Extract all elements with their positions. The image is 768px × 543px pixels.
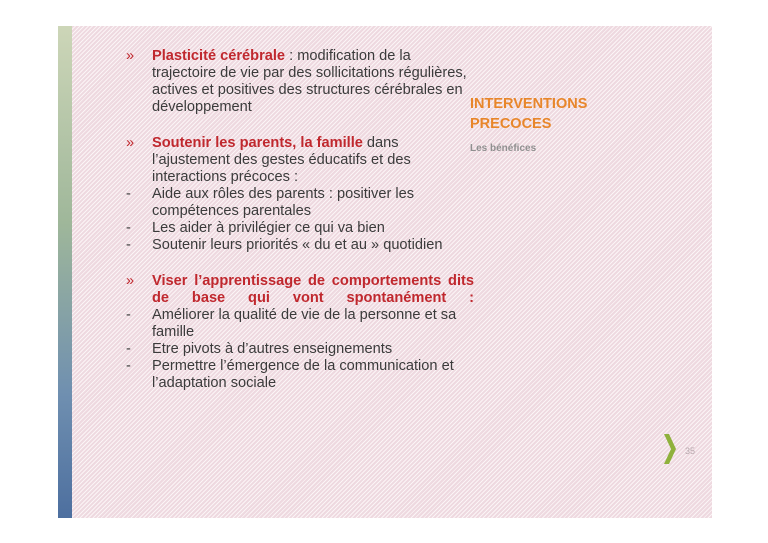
- list-item-text: Les aider à privilégier ce qui va bien: [152, 220, 385, 236]
- section-text: dans l’ajustement des gestes éducatifs et des interactions précoces :: [152, 135, 411, 185]
- chevron-right-icon[interactable]: [664, 434, 676, 464]
- slide-subtitle: Les bénéfices: [470, 143, 537, 154]
- list-item-text: Améliorer la qualité de vie de la personne et sa famille: [152, 307, 457, 340]
- section-heading: Viser l’apprentissage de comportements dits de base qui vont spontanément: [152, 273, 474, 306]
- slide-title-line: PRECOCES: [470, 116, 552, 132]
- section-marker: »: [126, 48, 135, 64]
- slide-accent-bar: [58, 26, 72, 518]
- dash-marker: -: [126, 220, 131, 236]
- list-item-text: Soutenir leurs priorités « du et au » quotidien: [152, 237, 443, 253]
- section-heading-colon: :: [446, 290, 474, 306]
- dash-marker: -: [126, 237, 131, 253]
- dash-marker: -: [126, 186, 131, 202]
- list-item: [124, 220, 474, 237]
- page-number: 35: [685, 446, 696, 456]
- section-text: : modification de la trajectoire de vie par des sollicitations régulières, actives et positives des structures cérébrales en développement: [152, 48, 467, 115]
- dash-marker: -: [126, 307, 131, 323]
- slide-title-line: INTERVENTIONS: [470, 96, 588, 112]
- section-soutenir-parents: [124, 135, 474, 186]
- list-item: [124, 358, 474, 392]
- slide-title: [470, 94, 587, 134]
- list-item-text: Permettre l’émergence de la communication et l’adaptation sociale: [152, 358, 454, 391]
- section-plasticite: [124, 48, 474, 116]
- list-item-text: Aide aux rôles des parents : positiver les compétences parentales: [152, 186, 415, 219]
- section-marker: »: [126, 135, 135, 151]
- section-marker: »: [126, 273, 135, 289]
- dash-marker: -: [126, 341, 131, 357]
- list-item: [124, 186, 474, 220]
- dash-marker: -: [126, 358, 131, 374]
- section-heading: Plasticité cérébrale: [152, 48, 286, 64]
- section-heading: Soutenir les parents, la famille: [152, 135, 363, 151]
- section-apprentissage: [124, 273, 474, 307]
- slide: [58, 26, 712, 518]
- list-item: [124, 341, 474, 358]
- list-item: [124, 307, 474, 341]
- list-item-text: Etre pivots à d’autres enseignements: [152, 341, 393, 357]
- list-item: [124, 237, 474, 254]
- slide-body: [124, 48, 474, 392]
